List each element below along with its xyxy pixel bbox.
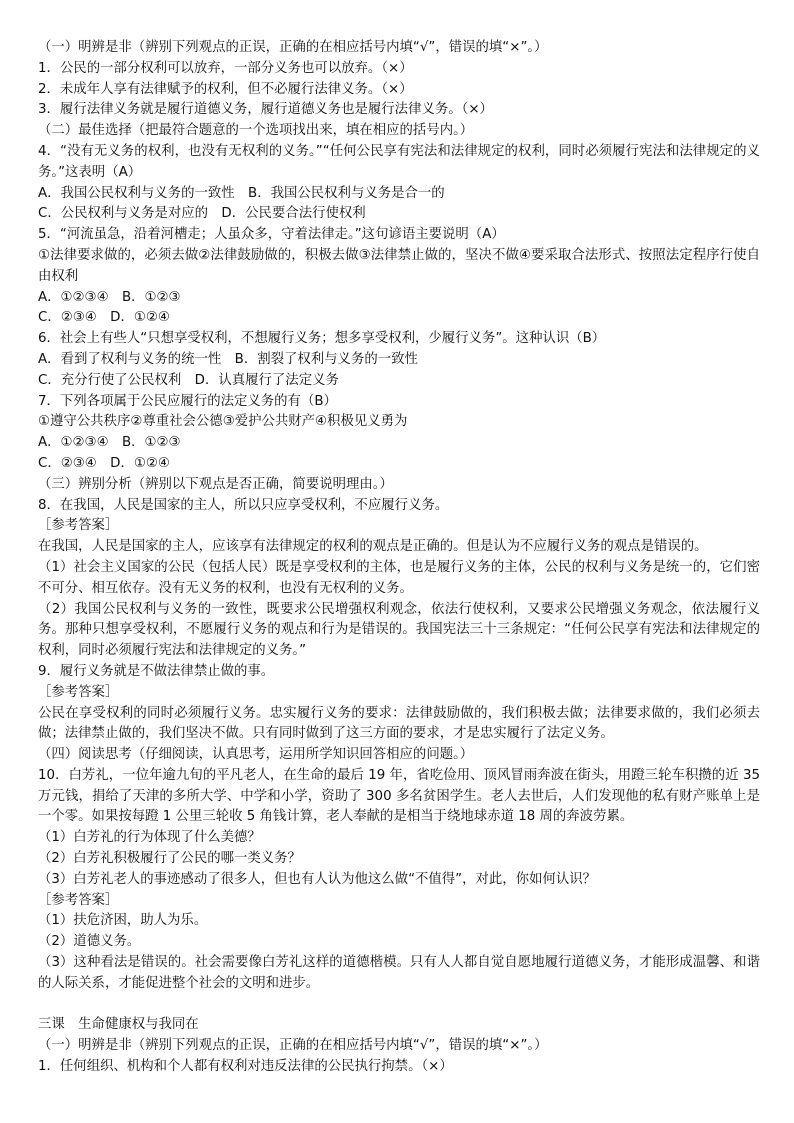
answer-8-point-2: （2）我国公民权利与义务的一致性，既要求公民增强权利观念，依法行使权利，又要求公民增强义务观念，依法履行义务。那种只想享受权利，不愿履行义务的观点和行为是错误的。我国宪法三十三条规定：“任何公民享有宪法和法律规定的权利，同时必须履行宪法和法律规定的义务。” — [38, 601, 760, 659]
section-heading-analysis: （三）辨别分析（辨别以下观点是否正确，简要说明理由。） — [38, 476, 393, 492]
question-6-options-cd: C．充分行使了公民权利 D．认真履行了法定义务 — [38, 372, 339, 388]
question-5-options-cd: C．②③④ D．①②④ — [38, 310, 170, 326]
reference-answer-label: ［参考答案］ — [38, 892, 119, 908]
question-8-stem: 8．在我国，人民是国家的主人，所以只应享受权利，不应履行义务。 — [38, 497, 449, 513]
question-4-stem: 4．“没有无义务的权利，也没有无权利的义务。”“任何公民享有宪法和法律规定的权利，同时必须履行宪法和法律规定的义务。”这表明（A） — [38, 143, 760, 180]
question-5-items: ①法律要求做的，必须去做②法律鼓励做的，积极去做③法律禁止做的，坚决不做④要采取合法形式、按照法定程序行使自由权利 — [38, 247, 760, 284]
question-7-options-cd: C．②③④ D．①②④ — [38, 455, 170, 471]
question-4-options-cd: C．公民权利与义务是对应的 D．公民要合法行使权利 — [38, 206, 366, 222]
question-1: 1．公民的一部分权利可以放弃，一部分义务也可以放弃。（×） — [38, 60, 413, 76]
question-7-options-ab: A．①②③④ B．①②③ — [38, 435, 181, 451]
section-heading-reading: （四）阅读思考（仔细阅读，认真思考，运用所学知识回答相应的问题。） — [38, 747, 474, 763]
answer-8-point-1: （1）社会主义国家的公民（包括人民）既是享受权利的主体，也是履行义务的主体，公民的权利与义务是统一的，它们密不可分、相互依存。没有无义务的权利，也没有无权利的义务。 — [38, 559, 760, 596]
answer-9: 公民在享受权利的同时必须履行义务。忠实履行义务的要求：法律鼓励做的，我们积极去做；法律要求做的，我们必须去做；法律禁止做的，我们坚决不做。只有同时做到了这三方面的要求，才是忠实履行了法定义务。 — [38, 705, 760, 742]
question-10-sub-2: （2）白芳礼积极履行了公民的哪一类义务？ — [38, 851, 301, 867]
question-6-stem: 6．社会上有些人“只想享受权利，不想履行义务；想多享受权利，少履行义务”。这种认识（B） — [38, 331, 606, 347]
blank-line — [38, 995, 760, 1016]
lesson-3-title: 三课 生命健康权与我同在 — [38, 1017, 199, 1033]
section-heading-choice: （二）最佳选择（把最符合题意的一个选项找出来，填在相应的括号内。） — [38, 123, 474, 139]
question-2: 2．未成年人享有法律赋予的权利，但不必履行法律义务。（×） — [38, 81, 413, 97]
reference-answer-label: ［参考答案］ — [38, 518, 119, 534]
answer-10-3: （3）这种看法是错误的。社会需要像白芳礼这样的道德楷模。只有人人都自觉自愿地履行道德义务，才能形成温馨、和谐的人际关系，才能促进整个社会的文明和进步。 — [38, 955, 760, 991]
answer-10-2: （2）道德义务。 — [38, 934, 141, 950]
lesson-3-section-heading-judgment: （一）明辨是非（辨别下列观点的正误，正确的在相应括号内填“√”，错误的填“×”。） — [38, 1038, 548, 1054]
question-10-sub-1: （1）白芳礼的行为体现了什么美德？ — [38, 830, 261, 846]
question-7-stem: 7．下列各项属于公民应履行的法定义务的有（B） — [38, 393, 337, 409]
question-6-options-ab: A．看到了权利与义务的统一性 B．割裂了权利与义务的一致性 — [38, 351, 418, 367]
question-5-options-ab: A．①②③④ B．①②③ — [38, 289, 181, 305]
question-7-items: ①遵守公共秩序②尊重社会公德③爱护公共财产④积极见义勇为 — [38, 414, 408, 430]
question-5-stem: 5．“河流虽急，沿着河槽走；人虽众多，守着法律走。”这句谚语主要说明（A） — [38, 227, 505, 243]
question-3: 3．履行法律义务就是履行道德义务，履行道德义务也是履行法律义务。（×） — [38, 102, 493, 118]
lesson-3-question-1: 1．任何组织、机构和个人都有权利对违反法律的公民执行拘禁。（×） — [38, 1059, 453, 1075]
section-heading-judgment: （一）明辨是非（辨别下列观点的正误，正确的在相应括号内填“√”，错误的填“×”。） — [38, 40, 548, 55]
question-4-options-ab: A．我国公民权利与义务的一致性 B．我国公民权利与义务是合一的 — [38, 185, 445, 201]
answer-10-1: （1）扶危济困，助人为乐。 — [38, 913, 208, 929]
answer-8-intro: 在我国，人民是国家的主人，应该享有法律规定的权利的观点是正确的。但是认为不应履行义务的观点是错误的。 — [38, 539, 708, 555]
reference-answer-label: ［参考答案］ — [38, 684, 119, 700]
question-10-sub-3: （3）白芳礼老人的事迹感动了很多人，但也有人认为他这么做“不值得”，对此，你如何认识？ — [38, 871, 597, 887]
question-10-passage: 10．白芳礼，一位年逾九旬的平凡老人，在生命的最后 19 年，省吃俭用、顶风冒雨奔波在街头，用蹬三轮车积攒的近 35 万元钱，捐给了天津的多所大学、中学和小学，资助了 300 多名贫困学生。老人去世后，人们发现他的私有财产账单上是一个零。如果按每蹬 1 公里三轮收 5 角钱计算，老人奉献的是相当于绕地球赤道 18 周的奔波劳累。 — [38, 767, 760, 825]
question-9-stem: 9．履行义务就是不做法律禁止做的事。 — [38, 663, 275, 679]
